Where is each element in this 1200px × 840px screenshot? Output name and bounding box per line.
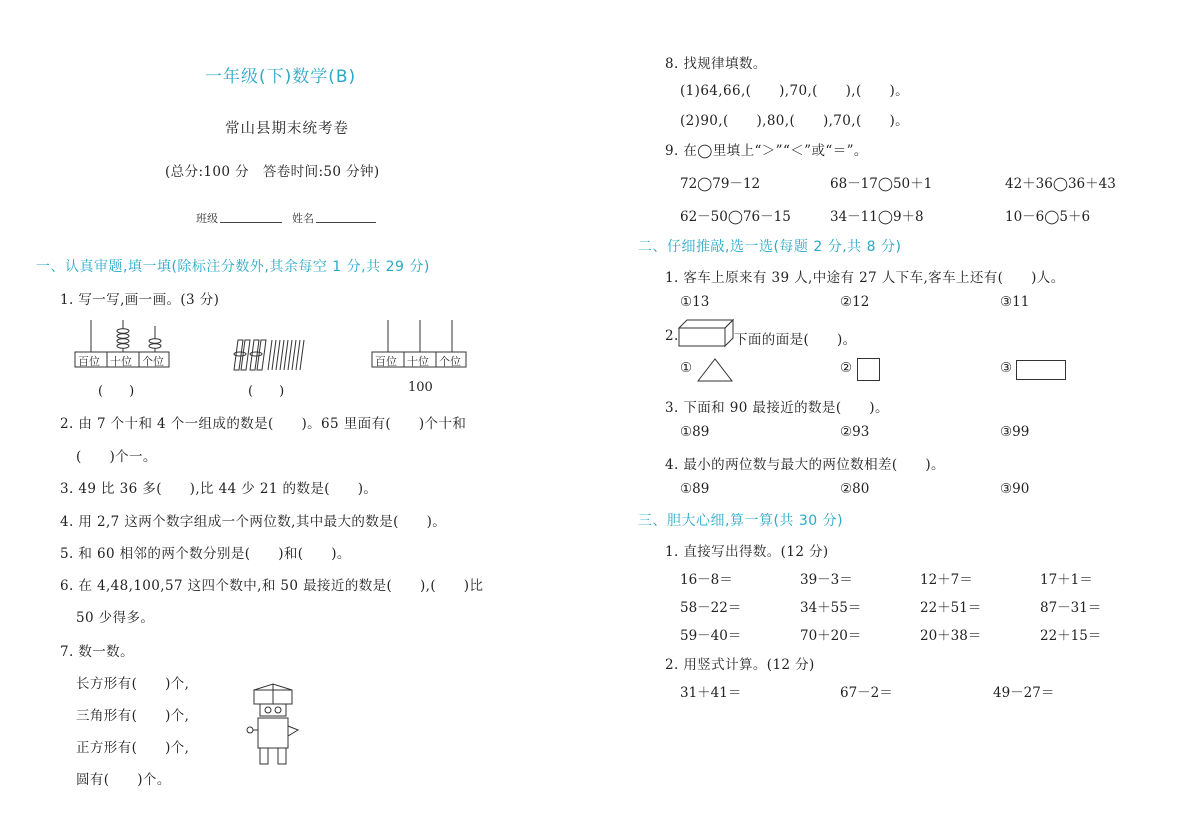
abacus2-label-ones: 个位 (439, 355, 461, 368)
class-blank[interactable] (220, 222, 282, 223)
rectangle-option-icon (1016, 360, 1068, 382)
robot-shapes-figure (240, 684, 310, 774)
s2-q2-opt1[interactable]: ① (680, 360, 693, 376)
page-title: 一年级(下)数学(B) (205, 67, 357, 87)
calc-r3c4: 22＋15＝ (1040, 628, 1102, 644)
cuboid-figure (679, 320, 733, 348)
q4-text: 4. 用 2,7 这两个数字组成一个两位数,其中最大的数是( )。 (60, 514, 447, 530)
calc-r2c1: 58－22＝ (680, 600, 742, 616)
s2-q4-opt3[interactable]: ③90 (1000, 481, 1030, 497)
calc-r3c2: 70＋20＝ (800, 628, 862, 644)
s2-q2-opt2[interactable]: ② (840, 360, 853, 376)
calc-r1c3: 12＋7＝ (920, 572, 973, 588)
section3-heading: 三、胆大心细,算一算(共 30 分) (638, 513, 844, 529)
q9-r2c1: 62－50◯76－15 (680, 209, 791, 225)
calc-r2c2: 34＋55＝ (800, 600, 862, 616)
class-label: 班级 (196, 212, 218, 225)
q5-text: 5. 和 60 相邻的两个数分别是( )和( )。 (60, 546, 351, 562)
name-label: 姓名 (292, 212, 314, 225)
calc-r3c3: 20＋38＝ (920, 628, 982, 644)
calc-r1c1: 16－8＝ (680, 572, 733, 588)
s2-q1-opt2[interactable]: ②12 (840, 294, 870, 310)
q7-rectangles: 长方形有( )个, (76, 676, 190, 692)
q7-triangles: 三角形有( )个, (76, 708, 190, 724)
s2-q1-opt3[interactable]: ③11 (1000, 294, 1030, 310)
s2-q4-opt1[interactable]: ①89 (680, 481, 710, 497)
q2-text-line1: 2. 由 7 个十和 4 个一组成的数是( )。65 里面有( )个十和 (60, 416, 467, 432)
section1-heading: 一、认真审题,填一填(除标注分数外,其余每空 1 分,共 29 分) (36, 259, 430, 275)
q9-r1c1: 72◯79－12 (680, 176, 761, 192)
square-option-icon (857, 358, 881, 382)
q8-part1: (1)64,66,( ),70,( ),( )。 (680, 83, 910, 99)
s3-q1-text: 1. 直接写出得数。(12 分) (665, 544, 829, 560)
q9-r1c2: 68－17◯50＋1 (830, 176, 933, 192)
abacus1-label-ones: 个位 (142, 355, 164, 368)
s2-q2-number: 2. (665, 328, 679, 344)
exam-info: (总分:100 分 答卷时间:50 分钟) (165, 164, 380, 180)
s2-q4-text: 4. 最小的两位数与最大的两位数相差( )。 (665, 457, 945, 473)
s2-q3-opt3[interactable]: ③99 (1000, 424, 1030, 440)
q7-circles: 圆有( )个。 (76, 772, 171, 788)
calc-r1c4: 17＋1＝ (1040, 572, 1093, 588)
q9-r1c3: 42＋36◯36＋43 (1005, 176, 1116, 192)
s2-q2-text: 下面的面是( )。 (734, 332, 857, 348)
s2-q4-opt2[interactable]: ②80 (840, 481, 870, 497)
s2-q1-text: 1. 客车上原来有 39 人,中途有 27 人下车,客车上还有( )人。 (665, 270, 1065, 286)
abacus1-label-tens: 十位 (110, 355, 132, 368)
q9-r2c2: 34－11◯9＋8 (830, 209, 924, 225)
q9-r2c3: 10－6◯5＋6 (1005, 209, 1091, 225)
q1-answer-3: 100 (408, 380, 433, 395)
q3-text: 3. 49 比 36 多( ),比 44 少 21 的数是( )。 (60, 481, 378, 497)
abacus1-label-hundreds: 百位 (78, 355, 100, 368)
section2-heading: 二、仔细推敲,选一选(每题 2 分,共 8 分) (638, 239, 902, 255)
calc-r1c2: 39－3＝ (800, 572, 853, 588)
s2-q1-opt1[interactable]: ①13 (680, 294, 710, 310)
q8-part2: (2)90,( ),80,( ),70,( )。 (680, 113, 910, 129)
triangle-option-icon (697, 358, 733, 382)
q2-text-line2: ( )个一。 (76, 449, 157, 465)
s2-q3-opt1[interactable]: ①89 (680, 424, 710, 440)
q1-text: 1. 写一写,画一画。(3 分) (60, 292, 220, 308)
exam-subtitle: 常山县期末统考卷 (225, 121, 349, 137)
q8-text: 8. 找规律填数。 (665, 56, 767, 72)
q1-answer-2[interactable]: ( ) (248, 384, 285, 399)
vertical-calc-3: 49－27＝ (993, 685, 1055, 701)
s3-q2-text: 2. 用竖式计算。(12 分) (665, 657, 815, 673)
q9-text: 9. 在◯里填上“＞”“＜”或“＝”。 (665, 143, 868, 159)
calc-r2c4: 87－31＝ (1040, 600, 1102, 616)
q6-text-line1: 6. 在 4,48,100,57 这四个数中,和 50 最接近的数是( ),( )比 (60, 578, 484, 594)
q6-text-line2: 50 少得多。 (76, 610, 155, 626)
calc-r3c1: 59－40＝ (680, 628, 742, 644)
s2-q3-opt2[interactable]: ②93 (840, 424, 870, 440)
abacus2-label-tens: 十位 (407, 355, 429, 368)
s2-q2-opt3[interactable]: ③ (1000, 360, 1013, 376)
sticks-bundle-figure (232, 338, 312, 374)
calc-r2c3: 22＋51＝ (920, 600, 982, 616)
q7-squares: 正方形有( )个, (76, 740, 190, 756)
name-blank[interactable] (316, 222, 376, 223)
q1-answer-1[interactable]: ( ) (98, 384, 135, 399)
vertical-calc-2: 67－2＝ (840, 685, 893, 701)
q7-text: 7. 数一数。 (60, 644, 134, 660)
s2-q3-text: 3. 下面和 90 最接近的数是( )。 (665, 400, 889, 416)
abacus2-label-hundreds: 百位 (375, 355, 397, 368)
vertical-calc-1: 31＋41＝ (680, 685, 742, 701)
